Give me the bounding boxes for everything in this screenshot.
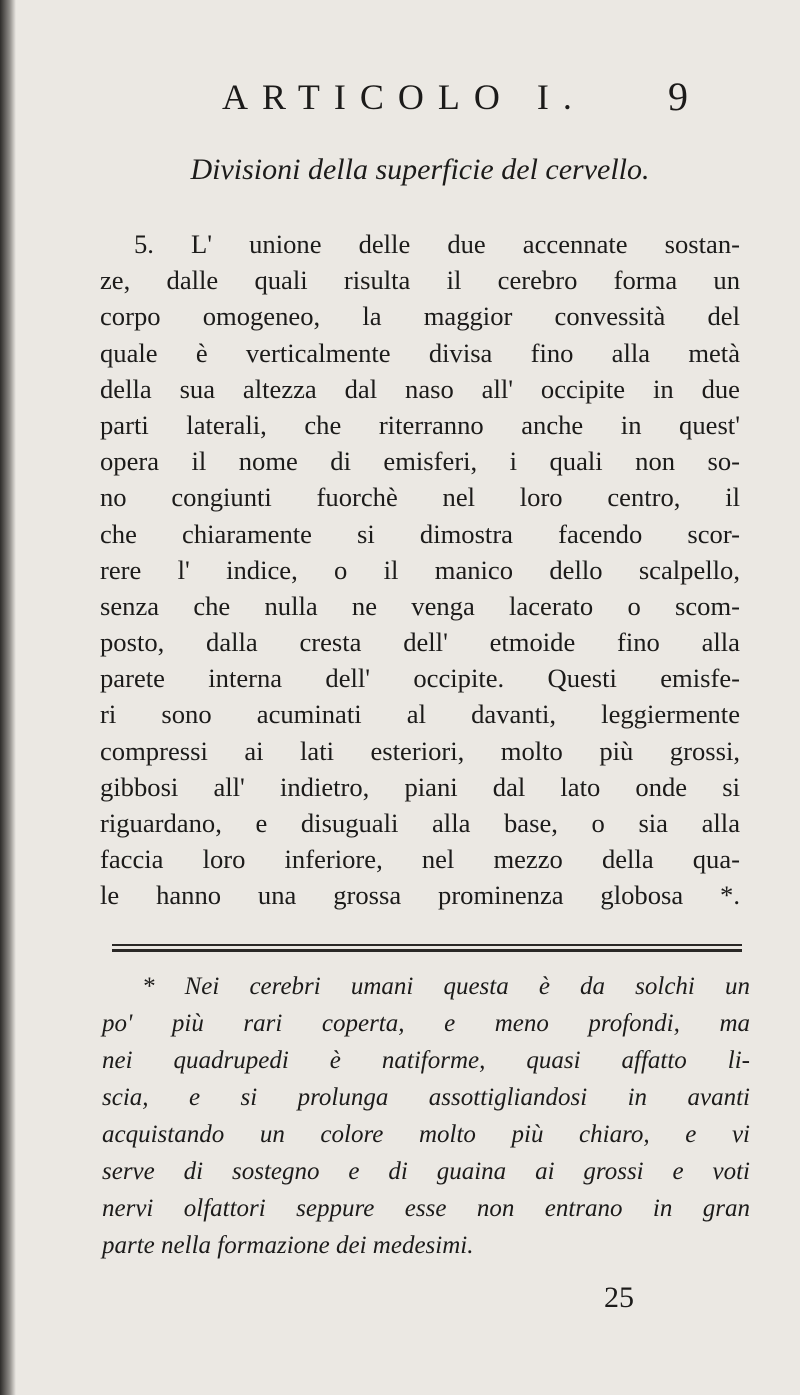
page-header (0, 72, 800, 122)
footnote-line: nei quadrupedi è natiforme, quasi affatto li- (102, 1047, 750, 1074)
text-line: della sua altezza dal naso all' occipite in due (100, 373, 740, 404)
text-line: parete interna dell' occipite. Questi emisfe- (100, 663, 740, 694)
text-line: ze, dalle quali risulta il cerebro forma un (100, 265, 740, 296)
text-line: 5. L' unione delle due accennate sostan- (134, 229, 740, 259)
text-line: ri sono acuminati al davanti, leggiermente (100, 699, 740, 730)
footnote-line: scia, e si prolunga assottigliandosi in avanti (102, 1084, 750, 1111)
footnote-line: acquistando un colore molto più chiaro, e vi (102, 1121, 750, 1148)
text-line: senza che nulla ne venga lacerato o scom- (100, 590, 740, 621)
text-line: opera il nome di emisferi, i quali non so- (100, 446, 740, 477)
text-line: parti laterali, che riterranno anche in quest' (100, 409, 740, 440)
footnote-line: * Nei cerebri umani questa è da solchi un (142, 973, 750, 1000)
page-gutter-shadow (0, 0, 16, 1395)
section-title: Divisioni della superficie del cervello. (190, 153, 650, 186)
footnote-separator-rule (112, 944, 742, 954)
text-line: corpo omogeneo, la maggior convessità del (100, 301, 740, 332)
text-line: faccia loro inferiore, nel mezzo della qua- (100, 844, 740, 875)
text-line: compressi ai lati esteriori, molto più grossi, (100, 735, 740, 766)
text-line: rere l' indice, o il manico dello scalpello, (100, 554, 740, 585)
body-paragraph (100, 226, 740, 914)
text-line: gibbosi all' indietro, piani dal lato onde si (100, 771, 740, 802)
text-line: le hanno una grossa prominenza globosa *. (100, 880, 740, 911)
text-line: che chiaramente si dimostra facendo scor- (100, 518, 740, 549)
text-line: no congiunti fuorchè nel loro centro, il (100, 482, 740, 513)
signature-mark: 25 (604, 1281, 634, 1314)
text-line: quale è verticalmente divisa fino alla metà (100, 337, 740, 368)
footnote-line: serve di sostegno e di guaina ai grossi e voti (102, 1158, 750, 1185)
page-number: 9 (668, 74, 688, 119)
running-head: ARTICOLO I. (222, 77, 586, 117)
text-line: posto, dalla cresta dell' etmoide fino alla (100, 627, 740, 658)
text-line: riguardano, e disuguali alla base, o sia alla (100, 808, 740, 838)
rule-thick-line (112, 949, 742, 952)
footnote-line: po' più rari coperta, e meno profondi, ma (102, 1010, 750, 1037)
rule-thin-line (112, 944, 742, 946)
footnote (102, 968, 750, 1264)
footnote-line: parte nella formazione dei medesimi. (102, 1232, 474, 1259)
footnote-line: nervi olfattori seppure esse non entrano in gran (102, 1195, 750, 1222)
